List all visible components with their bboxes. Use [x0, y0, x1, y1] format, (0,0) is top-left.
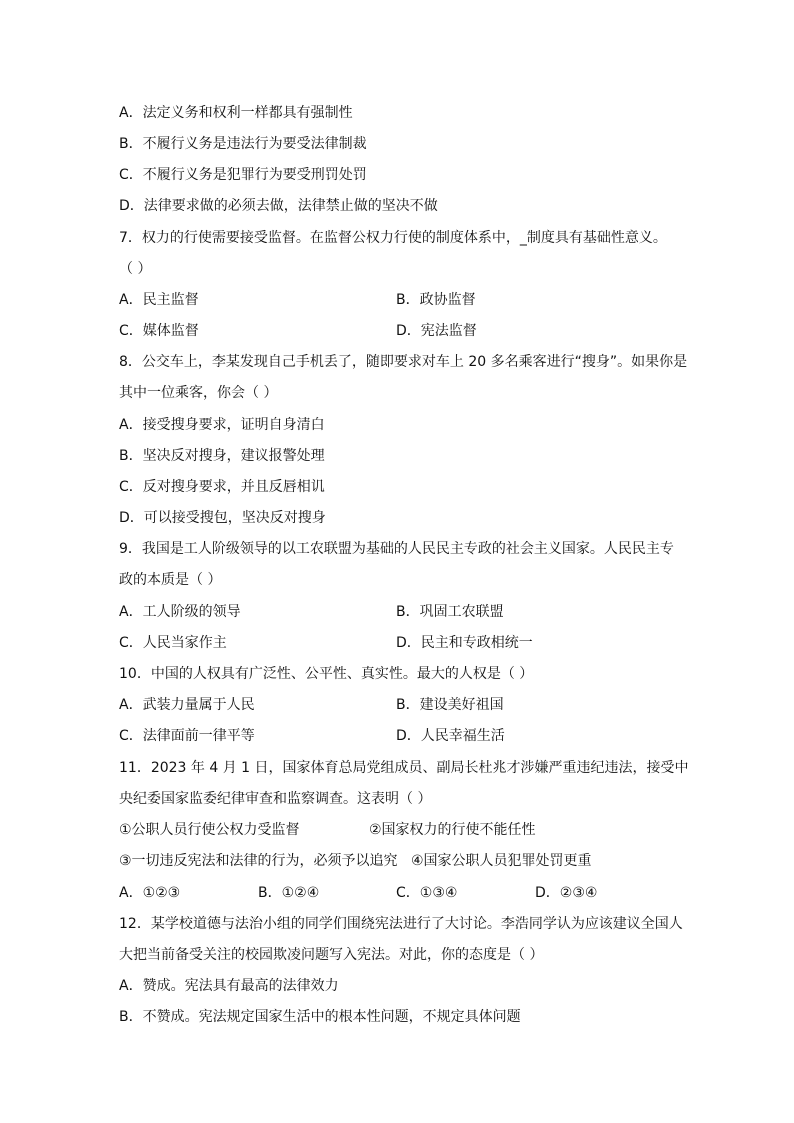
q11-item-3: ③一切违反宪法和法律的行为，必须予以追究 [119, 853, 398, 869]
q10-option-a: A．武装力量属于人民 [119, 697, 255, 713]
q12-stem-line2: 大把当前备受关注的校园欺凌问题写入宪法。对此，你的态度是（ ） [119, 947, 544, 963]
q10-option-c: C．法律面前一律平等 [119, 728, 255, 744]
q11-item-1: ①公职人员行使公权力受监督 [119, 822, 300, 838]
q6-option-d: D．法律要求做的必须去做，法律禁止做的坚决不做 [119, 198, 438, 214]
q8-option-b: B．坚决反对搜身，建议报警处理 [119, 448, 325, 464]
q8-option-d: D．可以接受搜包，坚决反对搜身 [119, 510, 326, 526]
q11-stem-line2: 央纪委国家监委纪律审查和监察调查。这表明（ ） [119, 791, 432, 807]
q11-item-2: ②国家权力的行使不能任性 [369, 822, 536, 838]
q11-stem-line1: 11．2023 年 4 月 1 日，国家体育总局党组成员、副局长杜兆才涉嫌严重违纪违法，接受中 [119, 760, 689, 776]
q9-stem-line2: 政的本质是（ ） [119, 572, 222, 588]
q9-option-b: B．巩固工农联盟 [396, 604, 504, 620]
q6-option-c: C．不履行义务是犯罪行为要受刑罚处罚 [119, 167, 367, 183]
q11-item-4: ④国家公职人员犯罪处罚更重 [411, 853, 592, 869]
q12-stem-line1: 12．某学校道德与法治小组的同学们围绕宪法进行了大讨论。李浩同学认为应该建议全国人 [119, 916, 683, 932]
q8-option-c: C．反对搜身要求，并且反唇相讥 [119, 479, 325, 495]
q9-option-c: C．人民当家作主 [119, 635, 227, 651]
q10-stem-line1: 10．中国的人权具有广泛性、公平性、真实性。最大的人权是（ ） [119, 666, 534, 682]
q11-option-a: A．①②③ [119, 885, 181, 901]
q10-option-d: D．人民幸福生活 [396, 728, 505, 744]
q10-option-b: B．建设美好祖国 [396, 697, 504, 713]
q12-option-a: A．赞成。宪法具有最高的法律效力 [119, 978, 339, 994]
q7-option-a: A．民主监督 [119, 292, 199, 308]
q11-option-d: D．②③④ [535, 885, 598, 901]
q7-stem-line2: （ ） [119, 261, 152, 277]
q6-option-b: B．不履行义务是违法行为要受法律制裁 [119, 136, 367, 152]
q12-option-b: B．不赞成。宪法规定国家生活中的根本性问题，不规定具体问题 [119, 1009, 521, 1025]
q9-option-d: D．民主和专政相统一 [396, 635, 533, 651]
q6-option-a: A．法定义务和权利一样都具有强制性 [119, 105, 353, 121]
q9-stem-line1: 9．我国是工人阶级领导的以工农联盟为基础的人民民主专政的社会主义国家。人民民主专 [119, 541, 674, 557]
q7-option-c: C．媒体监督 [119, 323, 199, 339]
q8-stem-line1: 8．公交车上，李某发现自己手机丢了，随即要求对车上 20 多名乘客进行“搜身”。如果你是 [119, 354, 688, 370]
q7-option-b: B．政协监督 [396, 292, 476, 308]
q11-option-b: B．①②④ [258, 885, 320, 901]
q7-stem-line1: 7．权力的行使需要接受监督。在监督公权力行使的制度体系中，_制度具有基础性意义。 [119, 230, 667, 246]
q8-option-a: A．接受搜身要求，证明自身清白 [119, 417, 325, 433]
q7-option-d: D．宪法监督 [396, 323, 477, 339]
q8-stem-line2: 其中一位乘客，你会（ ） [119, 385, 278, 401]
q9-option-a: A．工人阶级的领导 [119, 604, 241, 620]
q11-option-c: C．①③④ [396, 885, 458, 901]
